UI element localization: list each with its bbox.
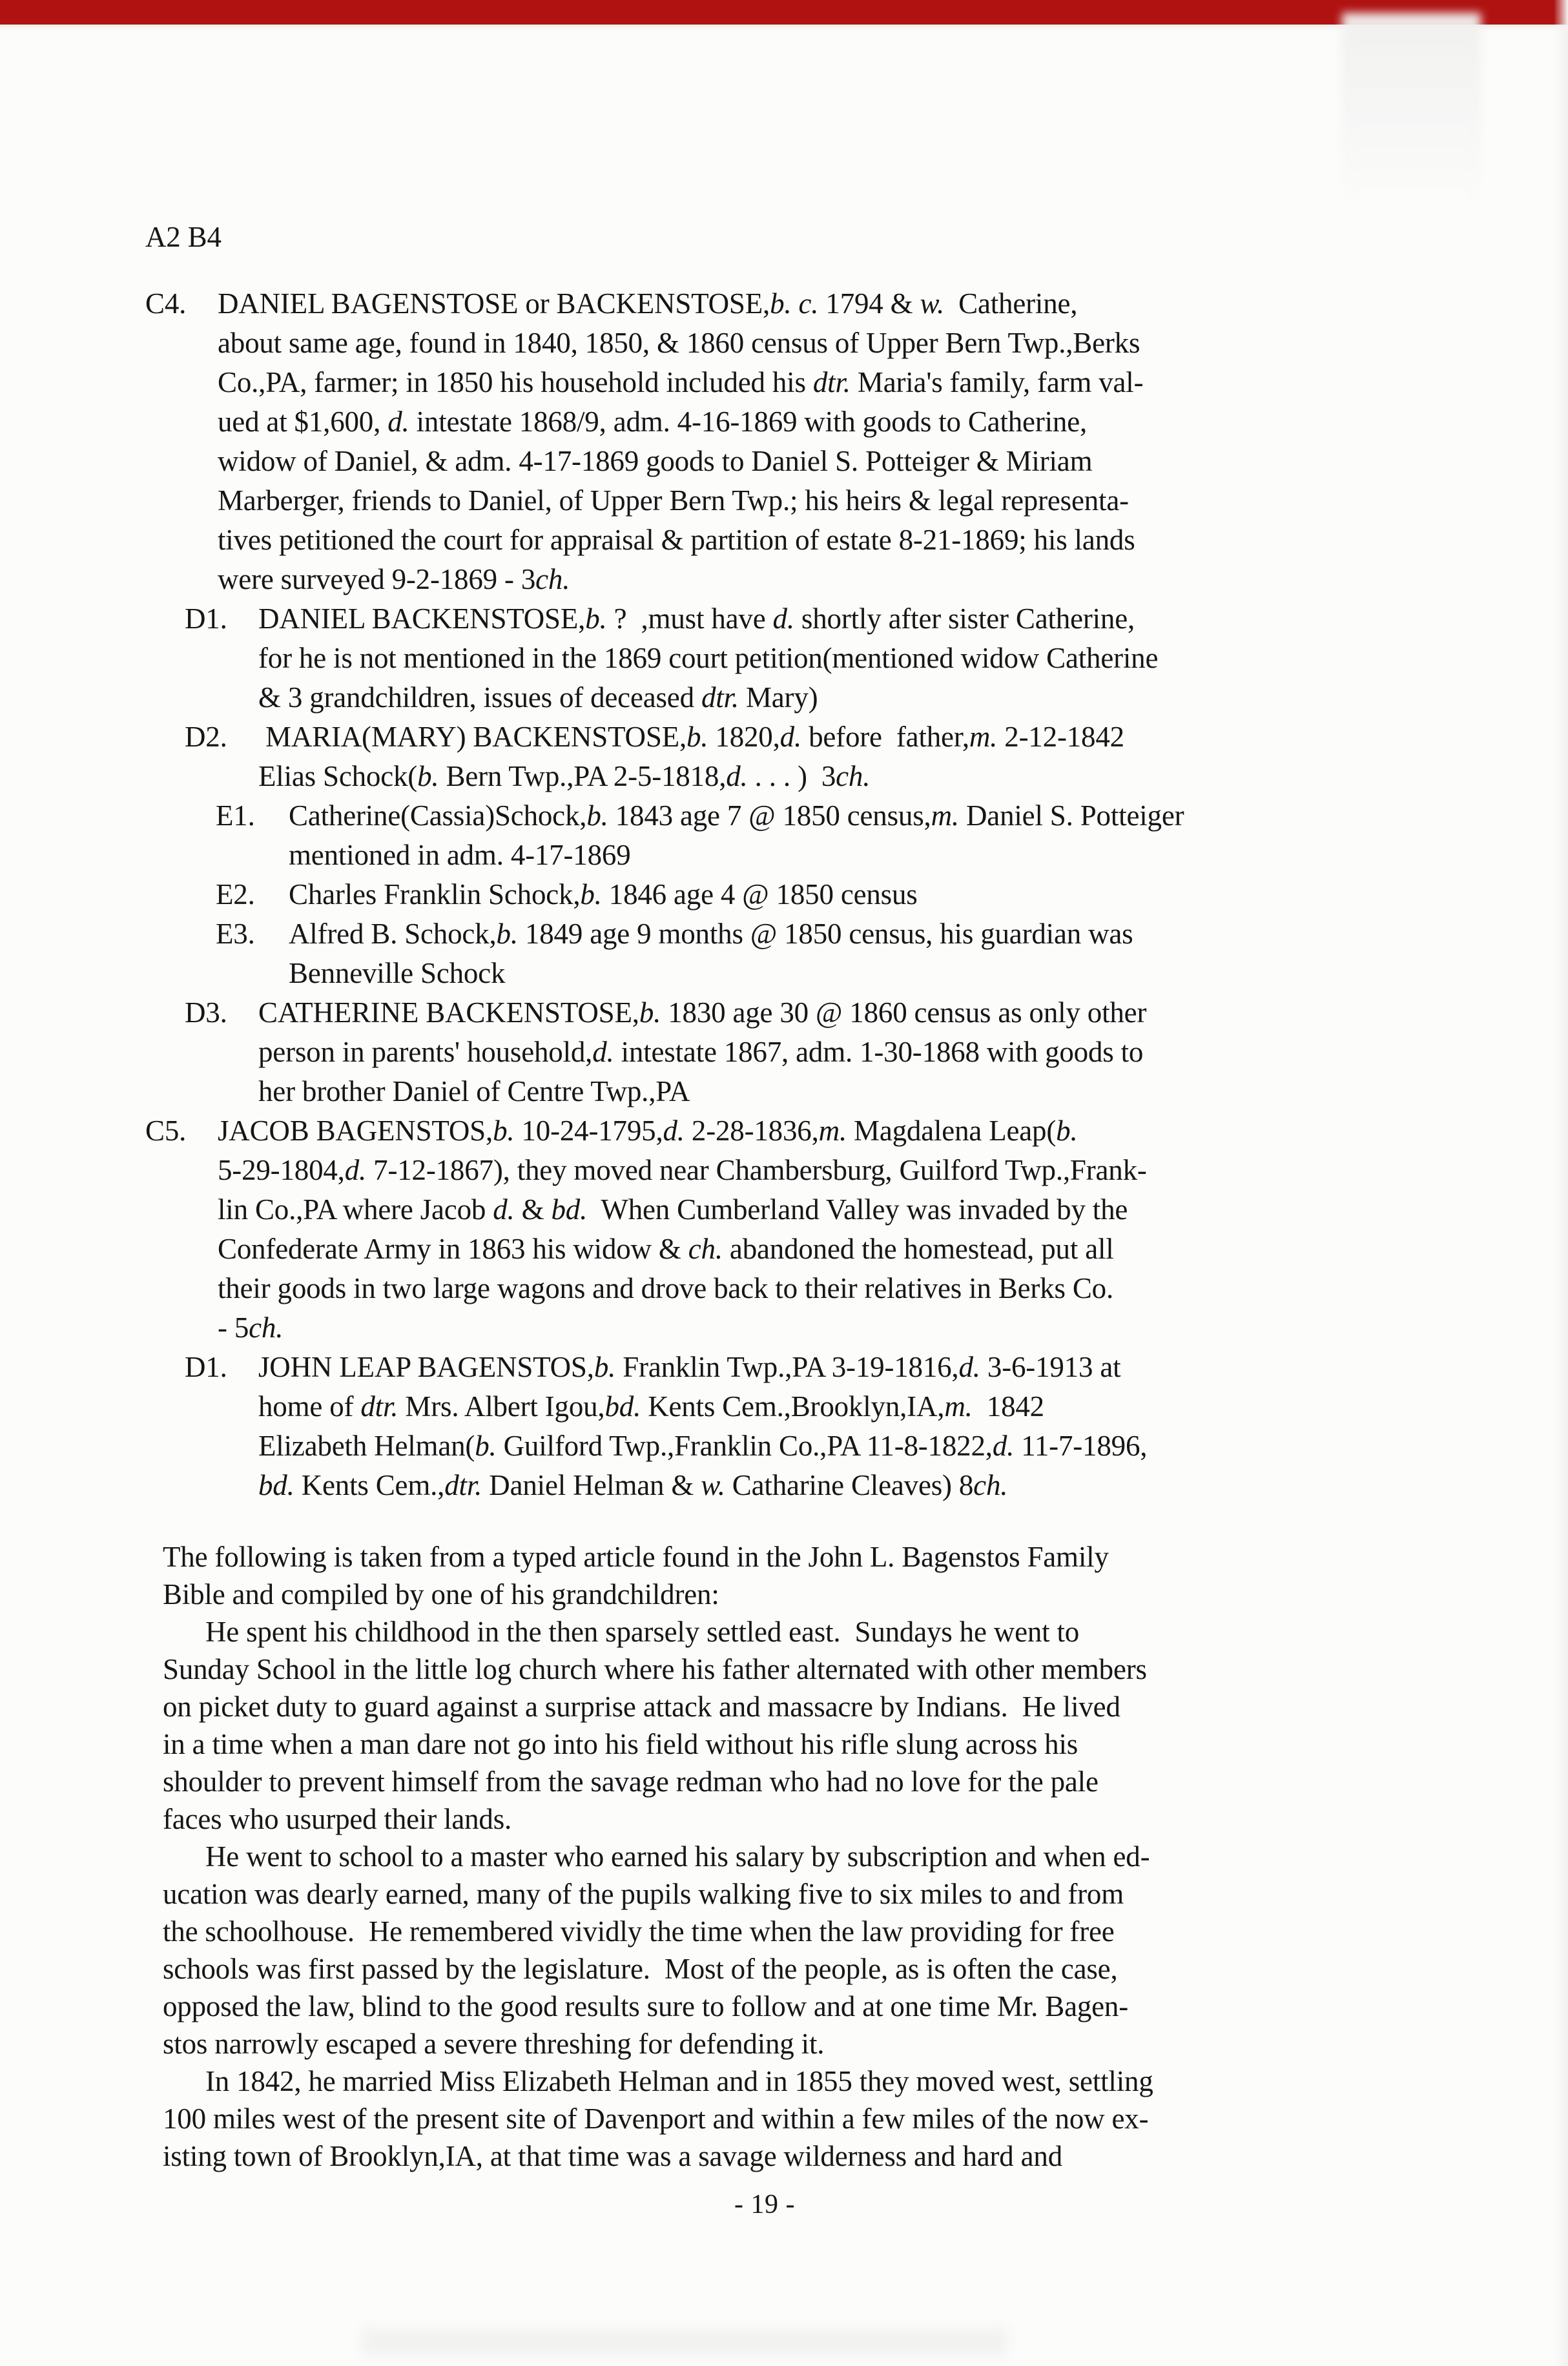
entry-first-line — [145, 796, 1456, 836]
entry-text: Catherine(Cassia)Schock,b. 1843 age 7 @ 1850 census,m. Daniel S. Potteiger — [289, 799, 1184, 832]
scan-edge-noise — [0, 25, 1568, 31]
entry-label: D3. — [185, 996, 227, 1029]
entry-line: & 3 grandchildren, issues of deceased dtr. Mary) — [258, 681, 818, 714]
page-content — [145, 218, 1456, 2175]
entry-line: ued at $1,600, d. intestate 1868/9, adm. 4-16-1869 with goods to Catherine, — [218, 406, 1088, 438]
entry-line: bd. Kents Cem.,dtr. Daniel Helman & w. Catharine Cleaves) 8ch. — [258, 1469, 1008, 1501]
article-line: ucation was dearly earned, many of the pupils walking five to six miles to and from — [163, 1878, 1124, 1910]
entry-line: lin Co.,PA where Jacob d. & bd. When Cumberland Valley was invaded by the — [218, 1193, 1128, 1226]
entry-text: DANIEL BACKENSTOSE,b. ? ,must have d. shortly after sister Catherine, — [258, 602, 1135, 635]
scan-smudge-bottom — [362, 2329, 1007, 2356]
entry-first-line — [145, 993, 1456, 1033]
entry-label: D1. — [185, 602, 227, 635]
genealogy-entry — [145, 717, 1456, 796]
page-number: - 19 - — [734, 2190, 795, 2219]
entry-first-line — [145, 284, 1456, 324]
genealogy-entry — [145, 914, 1456, 993]
genealogy-entry — [145, 284, 1456, 599]
entry-line: for he is not mentioned in the 1869 court petition(mentioned widow Catherine — [258, 642, 1159, 674]
genealogy-entry — [145, 1111, 1456, 1348]
entry-line: their goods in two large wagons and drove back to their relatives in Berks Co. — [218, 1272, 1114, 1304]
article-paragraph — [163, 1538, 1456, 1613]
article-line: faces who usurped their lands. — [163, 1803, 512, 1835]
entry-text: JACOB BAGENSTOS,b. 10-24-1795,d. 2-28-1836,m. Magdalena Leap(b. — [218, 1115, 1078, 1147]
article-line: opposed the law, blind to the good results sure to follow and at one time Mr. Bagen- — [163, 1990, 1129, 2022]
entry-line: - 5ch. — [218, 1312, 284, 1344]
entry-first-line — [145, 717, 1456, 757]
entry-line: Marberger, friends to Daniel, of Upper Bern Twp.; his heirs & legal representa- — [218, 484, 1129, 517]
genealogy-entry — [145, 599, 1456, 717]
article-paragraph — [163, 2063, 1456, 2175]
article-line: in a time when a man dare not go into his field without his rifle slung across his — [163, 1728, 1078, 1760]
article-text — [145, 1538, 1456, 2175]
entry-text: Charles Franklin Schock,b. 1846 age 4 @ 1850 census — [289, 878, 918, 910]
entry-text: Alfred B. Schock,b. 1849 age 9 months @ 1850 census, his guardian was — [289, 918, 1133, 950]
entry-line: Co.,PA, farmer; in 1850 his household included his dtr. Maria's family, farm val- — [218, 366, 1144, 398]
entry-line: 5-29-1804,d. 7-12-1867), they moved near Chambersburg, Guilford Twp.,Frank- — [218, 1154, 1147, 1186]
genealogy-entry — [145, 796, 1456, 875]
entry-label: E2. — [216, 878, 255, 910]
entry-first-line — [145, 914, 1456, 954]
article-line: The following is taken from a typed article found in the John L. Bagenstos Family — [163, 1541, 1109, 1573]
entry-text: CATHERINE BACKENSTOSE,b. 1830 age 30 @ 1860 census as only other — [258, 996, 1147, 1029]
entry-label: E1. — [216, 799, 255, 832]
article-line: In 1842, he married Miss Elizabeth Helman and in 1855 they moved west, settling — [205, 2065, 1153, 2097]
entry-text: DANIEL BAGENSTOSE or BACKENSTOSE,b. c. 1794 & w. Catherine, — [218, 287, 1078, 320]
entry-text: MARIA(MARY) BACKENSTOSE,b. 1820,d. before father,m. 2-12-1842 — [258, 721, 1124, 753]
article-paragraph — [163, 1613, 1456, 1838]
article-line: shoulder to prevent himself from the savage redman who had no love for the pale — [163, 1765, 1099, 1798]
entry-label: D1. — [185, 1351, 227, 1383]
entry-label: C4. — [145, 287, 187, 320]
article-line: stos narrowly escaped a severe threshing for defending it. — [163, 2028, 825, 2060]
entry-line: widow of Daniel, & adm. 4-17-1869 goods to Daniel S. Potteiger & Miriam — [218, 445, 1093, 477]
entry-label: C5. — [145, 1115, 187, 1147]
article-line: the schoolhouse. He remembered vividly the time when the law providing for free — [163, 1915, 1115, 1948]
genealogy-entry — [145, 1348, 1456, 1505]
scan-smudge-top-right — [1342, 13, 1481, 207]
entry-line: Confederate Army in 1863 his widow & ch. abandoned the homestead, put all — [218, 1233, 1114, 1265]
entry-line: Elizabeth Helman(b. Guilford Twp.,Franklin Co.,PA 11-8-1822,d. 11-7-1896, — [258, 1430, 1148, 1462]
family-code-heading: A2 B4 — [145, 221, 222, 253]
article-line: Bible and compiled by one of his grandchildren: — [163, 1578, 719, 1610]
genealogy-entry — [145, 993, 1456, 1111]
article-line: isting town of Brooklyn,IA, at that time was a savage wilderness and hard and — [163, 2140, 1063, 2172]
article-line: 100 miles west of the present site of Davenport and within a few miles of the now ex- — [163, 2103, 1149, 2135]
entry-line: tives petitioned the court for appraisal & partition of estate 8-21-1869; his lands — [218, 524, 1135, 556]
genealogy-entries — [145, 284, 1456, 1505]
article-line: He went to school to a master who earned his salary by subscription and when ed- — [205, 1840, 1150, 1873]
article-line: Sunday School in the little log church where his father alternated with other members — [163, 1653, 1147, 1685]
article-line: schools was first passed by the legislature. Most of the people, as is often the case, — [163, 1953, 1118, 1985]
article-line: on picket duty to guard against a surprise attack and massacre by Indians. He lived — [163, 1691, 1120, 1723]
entry-line: her brother Daniel of Centre Twp.,PA — [258, 1075, 690, 1107]
entry-first-line — [145, 599, 1456, 639]
entry-first-line — [145, 875, 1456, 914]
entry-line: were surveyed 9-2-1869 - 3ch. — [218, 563, 570, 595]
article-line: He spent his childhood in the then sparsely settled east. Sundays he went to — [205, 1616, 1080, 1648]
entry-label: D2. — [185, 721, 227, 753]
entry-line: about same age, found in 1840, 1850, & 1860 census of Upper Bern Twp.,Berks — [218, 327, 1140, 359]
entry-line: Benneville Schock — [289, 957, 506, 989]
genealogy-entry — [145, 875, 1456, 914]
entry-text: JOHN LEAP BAGENSTOS,b. Franklin Twp.,PA 3-19-1816,d. 3-6-1913 at — [258, 1351, 1121, 1383]
entry-first-line — [145, 1348, 1456, 1387]
article-paragraph — [163, 1838, 1456, 2063]
entry-line: person in parents' household,d. intestate 1867, adm. 1-30-1868 with goods to — [258, 1036, 1144, 1068]
entry-line: mentioned in adm. 4-17-1869 — [289, 839, 631, 871]
entry-label: E3. — [216, 918, 255, 950]
entry-line: Elias Schock(b. Bern Twp.,PA 2-5-1818,d. . . . ) 3ch. — [258, 760, 871, 792]
scan-top-red-band — [0, 0, 1568, 25]
scan-edge-right — [1554, 0, 1568, 2366]
entry-first-line — [145, 1111, 1456, 1151]
entry-line: home of dtr. Mrs. Albert Igou,bd. Kents Cem.,Brooklyn,IA,m. 1842 — [258, 1390, 1044, 1423]
